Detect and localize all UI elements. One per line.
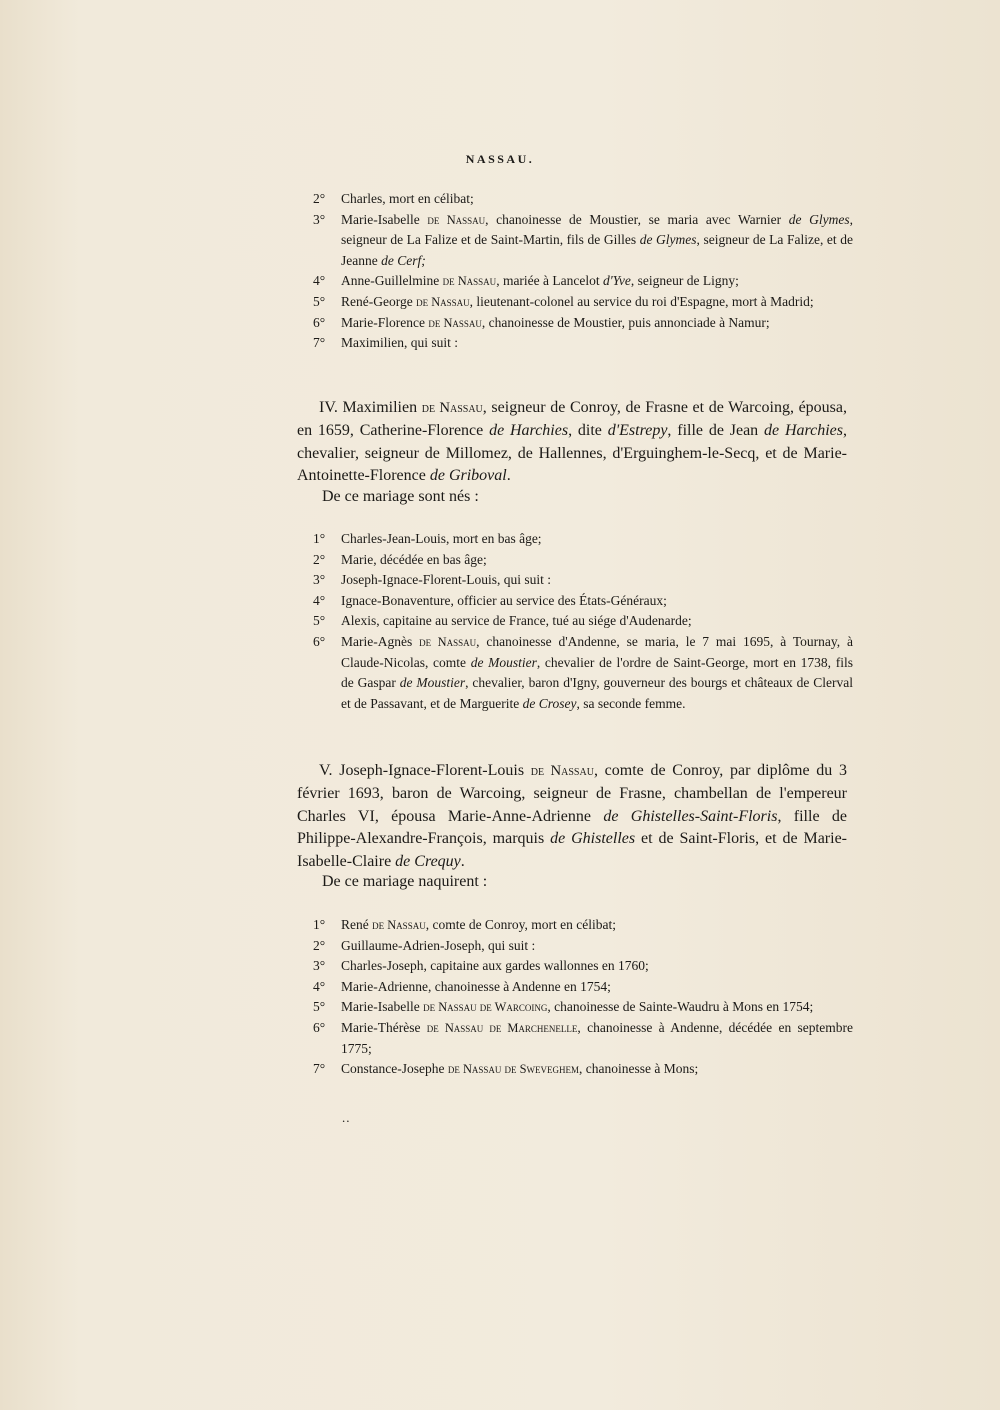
item-text: Marie-Isabelle de Nassau de Warcoing, chanoinesse de Sainte-Waudru à Mons en 1754;: [341, 999, 814, 1015]
item-text: Marie, décédée en bas âge;: [341, 551, 487, 567]
item-text: Marie-Thérèse de Nassau de Marchenelle, chanoinesse à Andenne, décédée en septembre 1775;: [341, 1019, 853, 1056]
list-item: [313, 292, 853, 313]
item-text: René-George de Nassau, lieutenant-colonel au service du roi d'Espagne, mort à Madrid;: [341, 293, 814, 309]
item-number: 3°: [313, 958, 326, 974]
item-number: 3°: [313, 211, 326, 227]
list-item: [313, 632, 853, 714]
paragraph-generation-v: V. Joseph-Ignace-Florent-Louis de Nassau, comte de Conroy, par diplôme du 3 février 1693, baron de Warcoing, seigneur de Frasne, chambellan de l'empereur Charles VI, épousa Marie-Anne-Adrienne de Ghistelles-Saint-Floris, fille de Philippe-Alexandre-François, marquis de Ghistelles et de Saint-Floris, et de Marie-Isabelle-Claire de Crequy.: [297, 762, 848, 871]
item-text: Marie-Adrienne, chanoinesse à Andenne en 1754;: [341, 978, 611, 994]
children-list-2: [313, 529, 853, 714]
list-item: [313, 570, 853, 591]
item-text: Charles-Jean-Louis, mort en bas âge;: [341, 531, 542, 546]
item-number: 4°: [313, 592, 326, 608]
list-item: [313, 313, 853, 334]
trailing-marks: ..: [342, 1110, 351, 1125]
list-item: [313, 977, 853, 998]
list-item: [313, 915, 853, 936]
item-number: 3°: [313, 572, 326, 588]
item-text: Marie-Agnès de Nassau, chanoinesse d'Andenne, se maria, le 7 mai 1695, à Tournay, à Claude-Nicolas, comte de Moustier, chevalier de l'ordre de Saint-George, mort en 1738, fils de Gaspar de Moustier, chevalier, baron d'Igny, gouverneur des bourgs et châteaux de Clerval et de Passavant, et de Marguerite de Crosey, sa seconde femme.: [341, 633, 853, 711]
paragraph-lead-1: De ce mariage sont nés :: [322, 488, 479, 505]
item-text: Joseph-Ignace-Florent-Louis, qui suit :: [341, 572, 551, 588]
item-number: 6°: [313, 1019, 326, 1035]
item-text: Marie-Isabelle de Nassau, chanoinesse de Moustier, se maria avec Warnier de Glymes, seigneur de La Falize et de Saint-Martin, fils de Gilles de Glymes, seigneur de La Falize, et de Jeanne de Cerf;: [341, 211, 854, 268]
list-item: [313, 333, 853, 354]
list-item: [313, 550, 853, 571]
children-list-1: [313, 189, 853, 354]
list-item: [313, 1059, 853, 1080]
item-number: 5°: [313, 293, 326, 309]
item-number: 2°: [313, 551, 326, 567]
item-text: Charles-Joseph, capitaine aux gardes wallonnes en 1760;: [341, 958, 649, 974]
item-text: Maximilien, qui suit :: [341, 335, 458, 351]
item-text: René de Nassau, comte de Conroy, mort en célibat;: [341, 917, 617, 932]
item-text: Marie-Florence de Nassau, chanoinesse de Moustier, puis annonciade à Namur;: [341, 314, 770, 330]
item-number: 2°: [313, 191, 326, 206]
item-text: Constance-Josephe de Nassau de Sweveghem, chanoinesse à Mons;: [341, 1061, 699, 1077]
item-text: Guillaume-Adrien-Joseph, qui suit :: [341, 937, 536, 953]
list-item: [313, 210, 853, 272]
item-number: 2°: [313, 937, 326, 953]
list-item: [313, 189, 853, 210]
item-text: Ignace-Bonaventure, officier au service des États-Généraux;: [341, 592, 667, 608]
item-number: 6°: [313, 633, 326, 649]
list-item: [313, 936, 853, 957]
list-item: [313, 1018, 853, 1059]
item-text: Anne-Guillelmine de Nassau, mariée à Lancelot d'Yve, seigneur de Ligny;: [341, 273, 739, 289]
item-text: Charles, mort en célibat;: [341, 191, 474, 206]
item-number: 4°: [313, 978, 326, 994]
item-number: 6°: [313, 314, 326, 330]
children-list-3: [313, 915, 853, 1080]
item-number: 5°: [313, 613, 326, 629]
paragraph-generation-iv: IV. Maximilien de Nassau, seigneur de Conroy, de Frasne et de Warcoing, épousa, en 1659, Catherine-Florence de Harchies, dite d'Estrepy, fille de Jean de Harchies, chevalier, seigneur de Millomez, de Hallennes, d'Erguinghem-le-Secq, et de Marie-Antoinette-Florence de Griboval.: [297, 399, 848, 485]
list-item: [313, 271, 853, 292]
list-item: [313, 529, 853, 550]
paragraph-lead-2: De ce mariage naquirent :: [322, 873, 488, 890]
running-header: NASSAU.: [465, 152, 535, 166]
item-number: 5°: [313, 999, 326, 1015]
item-number: 7°: [313, 1061, 326, 1077]
item-number: 1°: [313, 531, 326, 546]
list-item: [313, 997, 853, 1018]
list-item: [313, 591, 853, 612]
item-number: 1°: [313, 917, 326, 932]
item-number: 4°: [313, 273, 326, 289]
list-item: [313, 611, 853, 632]
list-item: [313, 956, 853, 977]
item-text: Alexis, capitaine au service de France, tué au siége d'Audenarde;: [341, 613, 692, 629]
item-number: 7°: [313, 335, 326, 351]
